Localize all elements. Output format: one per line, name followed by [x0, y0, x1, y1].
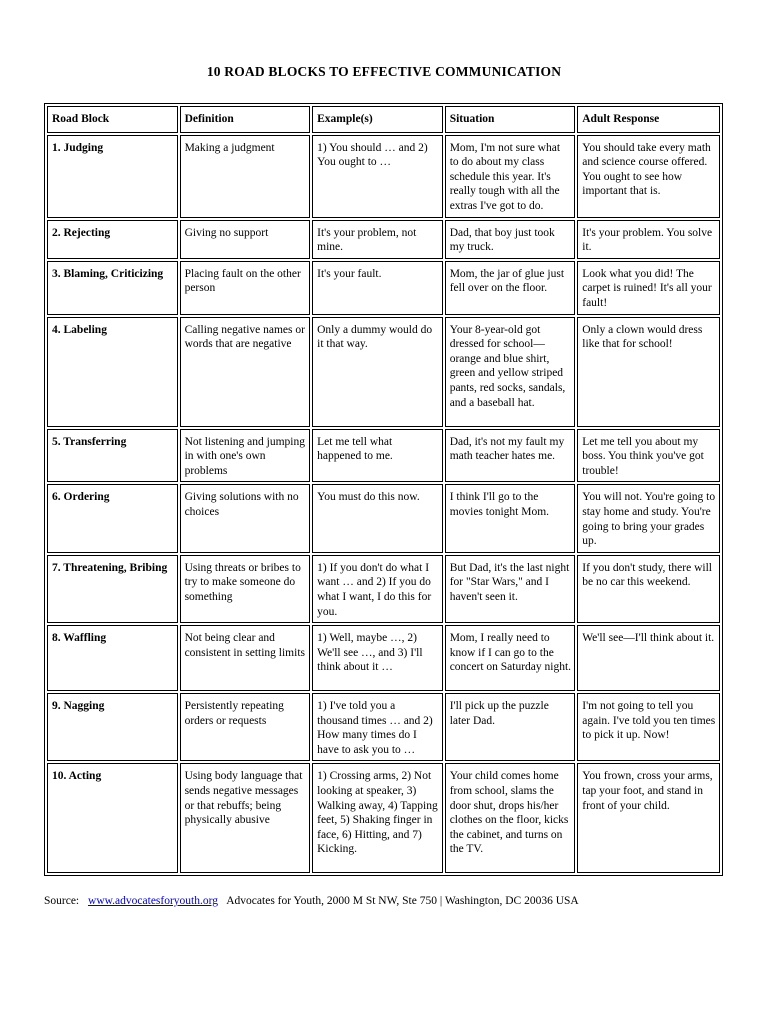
cell-road-block: 1. Judging	[47, 135, 178, 218]
cell-road-block: 10. Acting	[47, 763, 178, 873]
cell-response: I'm not going to tell you again. I've told you ten times to pick it up. Now!	[577, 693, 720, 761]
table-row	[47, 135, 720, 218]
cell-situation: I think I'll go to the movies tonight Mom.	[445, 484, 576, 552]
cell-road-block: 4. Labeling	[47, 317, 178, 427]
cell-definition: Persistently repeating orders or requests	[180, 693, 311, 761]
cell-example: 1) You should … and 2) You ought to …	[312, 135, 443, 218]
cell-road-block: 2. Rejecting	[47, 220, 178, 259]
header-examples: Example(s)	[312, 106, 443, 133]
cell-example: 1) If you don't do what I want … and 2) If you do what I want, I do this for you.	[312, 555, 443, 623]
cell-definition: Calling negative names or words that are negative	[180, 317, 311, 427]
cell-response: Only a clown would dress like that for school!	[577, 317, 720, 427]
cell-situation: Dad, it's not my fault my math teacher hates me.	[445, 429, 576, 483]
header-definition: Definition	[180, 106, 311, 133]
roadblocks-table-container	[44, 103, 723, 876]
cell-definition: Not listening and jumping in with one's own problems	[180, 429, 311, 483]
cell-definition: Using threats or bribes to try to make someone do something	[180, 555, 311, 623]
cell-definition: Giving no support	[180, 220, 311, 259]
source-link[interactable]: www.advocatesforyouth.org	[88, 895, 218, 907]
cell-example: 1) I've told you a thousand times … and 2) How many times do I have to ask you to …	[312, 693, 443, 761]
cell-situation: Mom, I'm not sure what to do about my class schedule this year. It's really tough with all the extras I've got to do.	[445, 135, 576, 218]
roadblocks-table	[44, 103, 723, 876]
cell-road-block: 5. Transferring	[47, 429, 178, 483]
table-row	[47, 317, 720, 427]
cell-situation: But Dad, it's the last night for "Star Wars," and I haven't seen it.	[445, 555, 576, 623]
table-row	[47, 625, 720, 691]
cell-situation: Mom, I really need to know if I can go to the concert on Saturday night.	[445, 625, 576, 691]
cell-definition: Placing fault on the other person	[180, 261, 311, 315]
cell-example: It's your fault.	[312, 261, 443, 315]
cell-example: Only a dummy would do it that way.	[312, 317, 443, 427]
document-title: 10 ROAD BLOCKS TO EFFECTIVE COMMUNICATION	[206, 64, 562, 79]
cell-road-block: 3. Blaming, Criticizing	[47, 261, 178, 315]
cell-situation: I'll pick up the puzzle later Dad.	[445, 693, 576, 761]
cell-example: Let me tell what happened to me.	[312, 429, 443, 483]
cell-road-block: 9. Nagging	[47, 693, 178, 761]
cell-definition: Making a judgment	[180, 135, 311, 218]
table-row	[47, 763, 720, 873]
table-row	[47, 555, 720, 623]
source-address: Advocates for Youth, 2000 M St NW, Ste 750 | Washington, DC 20036 USA	[226, 895, 579, 907]
cell-example: 1) Crossing arms, 2) Not looking at speaker, 3) Walking away, 4) Tapping feet, 5) Shaking finger in face, 6) Hitting, and 7) Kicking.	[312, 763, 443, 873]
cell-example: It's your problem, not mine.	[312, 220, 443, 259]
table-row	[47, 429, 720, 483]
table-row	[47, 484, 720, 552]
table-row	[47, 261, 720, 315]
cell-situation: Mom, the jar of glue just fell over on the floor.	[445, 261, 576, 315]
source-footer	[44, 895, 579, 907]
header-adult-response: Adult Response	[577, 106, 720, 133]
cell-response: If you don't study, there will be no car this weekend.	[577, 555, 720, 623]
cell-road-block: 7. Threatening, Bribing	[47, 555, 178, 623]
cell-example: 1) Well, maybe …, 2) We'll see …, and 3) I'll think about it …	[312, 625, 443, 691]
cell-response: You frown, cross your arms, tap your foot, and stand in front of your child.	[577, 763, 720, 873]
cell-example: You must do this now.	[312, 484, 443, 552]
cell-road-block: 8. Waffling	[47, 625, 178, 691]
cell-definition: Using body language that sends negative messages or that rebuffs; being physically abusive	[180, 763, 311, 873]
cell-response: Let me tell you about my boss. You think you've got trouble!	[577, 429, 720, 483]
cell-situation: Your 8-year-old got dressed for school—orange and blue shirt, green and yellow striped pants, red socks, sandals, and a baseball hat.	[445, 317, 576, 427]
header-situation: Situation	[445, 106, 576, 133]
cell-response: It's your problem. You solve it.	[577, 220, 720, 259]
cell-road-block: 6. Ordering	[47, 484, 178, 552]
source-label: Source:	[44, 895, 80, 907]
table-row	[47, 693, 720, 761]
cell-response: Look what you did! The carpet is ruined! It's all your fault!	[577, 261, 720, 315]
header-road-block: Road Block	[47, 106, 178, 133]
table-row	[47, 220, 720, 259]
cell-definition: Not being clear and consistent in setting limits	[180, 625, 311, 691]
cell-response: You will not. You're going to stay home and study. You're going to bring your grades up.	[577, 484, 720, 552]
cell-response: We'll see—I'll think about it.	[577, 625, 720, 691]
cell-situation: Dad, that boy just took my truck.	[445, 220, 576, 259]
table-header-row	[47, 106, 720, 133]
cell-situation: Your child comes home from school, slams the door shut, drops his/her clothes on the floor, kicks the cabinet, and turns on the TV.	[445, 763, 576, 873]
cell-response: You should take every math and science course offered. You ought to see how important that is.	[577, 135, 720, 218]
cell-definition: Giving solutions with no choices	[180, 484, 311, 552]
